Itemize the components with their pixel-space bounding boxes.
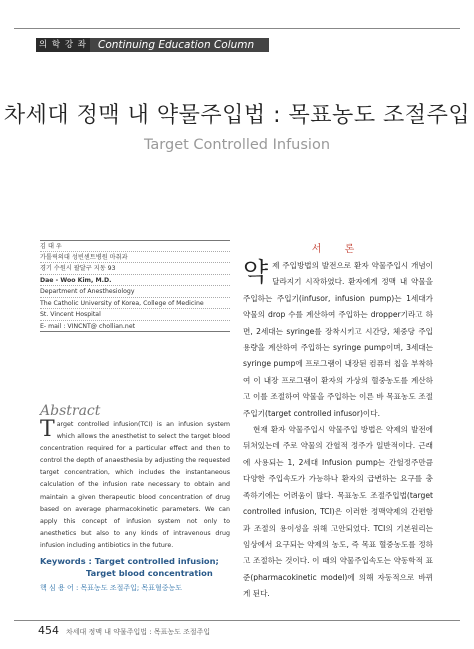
core-terms: 핵 심 용 어 : 목표농도 조절주입; 목표혈중농도 [40,584,183,592]
bottom-rule [14,620,460,621]
top-rule [14,28,460,29]
author-email: E- mail : VINCNT@ chollian.net [40,321,230,333]
author-name-korean: 김 대 우 [40,240,230,252]
author-hospital: St. Vincent Hospital [40,309,230,321]
body-paragraph-2: 현재 환자 약물주입시 약물주입 방법은 약제의 발전에 뒤쳐있는데 주로 약물의 간헐적 정주가 일반적이다. 근래에 사용되는 1, 2세대 Infusion pump는 간헐정주만큼 다양한 주입속도가 가능하나 환자의 급변하는 요구를 충족하기에는 어려움이 많다. 목표농도 조절주입법(target controlled infusion, TCI)은 이러한 정맥약제의 간편함과 조절의 용이성을 위해 고안되었다. TCI의 기본원리는 임상에서 요구되는 약제의 농도, 즉 목표 혈중농도를 정하고 조절하는 것이다. 이 때의 약물주입속도는 약동학적 표준(pharmacokinetic model)에 의해 자동적으로 바뀌게 된다. [243,425,433,599]
body-paragraph-1 [243,258,433,422]
author-department: Department of Anesthesiology [40,286,230,298]
keywords-line-1: Keywords : Target controlled infusion; [40,556,219,566]
article-title: 차세대 정맥 내 약물주입법 : 목표농도 조절주입 [3,103,471,128]
keywords-line-2: Target blood concentration [86,568,213,578]
article-subtitle: Target Controlled Infusion [143,137,331,153]
body-text [243,258,433,603]
author-name-english: Dae - Woo Kim, M.D. [40,275,230,287]
author-university: The Catholic University of Korea, College of Medicine [40,298,230,310]
section-heading-introduction: 서 론 [311,244,365,255]
author-info [40,240,230,332]
keywords [40,555,240,579]
section-tag: 의 학 강 좌 [36,38,90,52]
abstract-heading: Abstract [40,403,101,419]
abstract-drop-cap: T [40,417,55,442]
body-drop-cap: 약 [243,258,269,288]
abstract-text: arget controlled infusion(TCI) is an infusion system which allows the anesthetist to select the target blood concentration required for a particular effect and then to control the depth of anaesthesia by adjusting the requested target concentration, which includes the instantaneous calculation of the infusion rate necessary to obtain and maintain a given therapeutic blood concentration of drug based on average pharmacokinetic parameters. We can apply this concept of infusion system not only to anesthetics but also to any kinds of intravenous drug infusion including antibiotics in the future. [40,421,230,549]
running-title: 차세대 정맥 내 약물주입법 : 목표농도 조절주입 [66,628,211,636]
abstract-body [40,419,230,552]
page-number: 454 [38,624,59,637]
column-label: Continuing Education Column [90,38,269,52]
author-address-korean: 경기 수원시 팔달구 지동 93 [40,263,230,275]
body-paragraph-1-text: 제 주입방법의 발전으로 환자 약물주입시 개념이 달라지기 시작하였다. 환자에게 정맥 내 약물을 주입하는 주입기(infusor, infusion pump)는 1세대가 약물의 drop 수를 계산하여 주입하는 dropper기라고 하면, 2세대는 syringe를 장착시키고 시간당, 체중당 주입용량을 계산하여 주입하는 syringe pump이며, 3세대는 syringe pump에 프로그램이 내장된 컴퓨터 칩을 부착하여 이 내장 프로그램이 환자의 가상의 혈중농도를 계산하고 이를 조절하여 약물을 주입하는 이른 바 목표농도 조절주입기(target controlled infusor)이다. [243,261,433,418]
column-header [36,38,269,52]
author-affiliation-korean: 가톨릭의대 성빈센트병원 마취과 [40,252,230,264]
